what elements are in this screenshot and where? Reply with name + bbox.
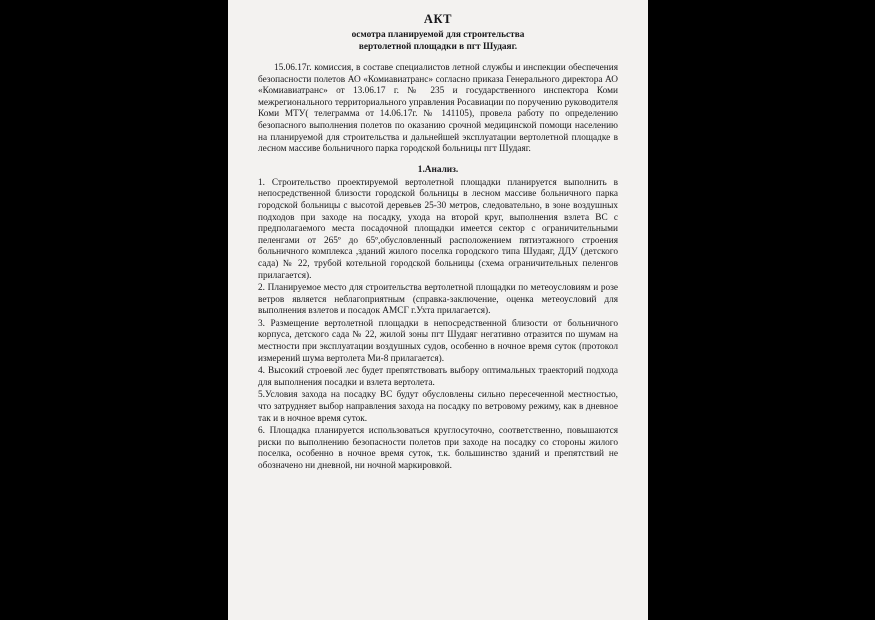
intro-paragraph: 15.06.17г. комиссия, в составе специалистов летной службы и инспекции обеспечения безопасности полетов АО «Комиавиатранс» согласно приказа Генерального директора АО «Комиавиатранс» от 13.06.17 г. № 235 и государственного инспектора Коми межрегионального территориального управления Росавиации по поручению руководителя Коми МТУ( телеграмма от 14.06.17г. № 141105), провела работу по определению безопасного выполнения полетов по оказанию срочной медицинской помощи населению на планируемой для строительства и дальнейшей эксплуатации вертолетной площадке в лесном массиве больничного парка городской больницы пгт Шудаяг. xyxy=(258,63,618,155)
document-page xyxy=(228,0,648,620)
analysis-item-5: 5.Условия захода на посадку ВС будут обусловлены сильно пересеченной местностью, что затрудняет выбор направления захода на посадку по ветровому режиму, как в дневное так и в ночное время суток. xyxy=(258,390,618,424)
document-subtitle-line-2: вертолетной площадки в пгт Шудаяг. xyxy=(358,42,518,52)
document-title: АКТ xyxy=(423,12,453,26)
analysis-item-2: 2. Планируемое место для строительства вертолетной площадки по метеоусловиям и розе ветров является неблагоприятным (справка-заключение, оценка метеоусловий для выполнения взлетов и посадок АМСГ г.Ухта прилагается). xyxy=(258,283,618,317)
section-heading: 1.Анализ. xyxy=(417,164,459,175)
analysis-item-6: 6. Площадка планируется использоваться круглосуточно, соответственно, повышаются риски по выполнению безопасности полетов при заходе на посадку со стороны жилого поселка, особенно в ночное время суток, т.к. большинство зданий и препятствий не обозначено ни дневной, ни ночной маркировкой. xyxy=(258,426,618,471)
document-subtitle-line-1: осмотра планируемой для строительства xyxy=(351,30,525,40)
analysis-item-1: 1. Строительство проектируемой вертолетной площадки планируется выполнить в непосредственной близости городской больницы в лесном массиве больничного парка городской больницы с высотой деревьев 25-30 метров, следовательно, в зоне воздушных подходов при заходе на посадку, ухода на второй круг, выполнения взлета ВС с предполагаемого места посадочной площадки имеется сектор с ограничительными пеленгами от 265º до 65º,обусловленный расположением пятиэтажного строения больничного комплекса ,зданий жилого поселка городского типа Шудаяг, ДДУ (детского сада) № 22, трубой котельной городской больницы (схема ограничительных пеленгов прилагается). xyxy=(258,177,618,281)
document-content xyxy=(258,12,618,473)
document-subtitle xyxy=(258,29,618,53)
analysis-item-3: 3. Размещение вертолетной площадки в непосредственной близости от больничного корпуса, детского сада № 22, жилой зоны пгт Шудаяг негативно отразится по шумам на местности при эксплуатации воздушных судов, особенно в ночное время суток (протокол измерений шума вертолета Ми-8 прилагается). xyxy=(258,318,618,364)
analysis-item-4: 4. Высокий строевой лес будет препятствовать выбору оптимальных траекторий подхода для выполнения посадки и взлета вертолета. xyxy=(258,366,618,388)
